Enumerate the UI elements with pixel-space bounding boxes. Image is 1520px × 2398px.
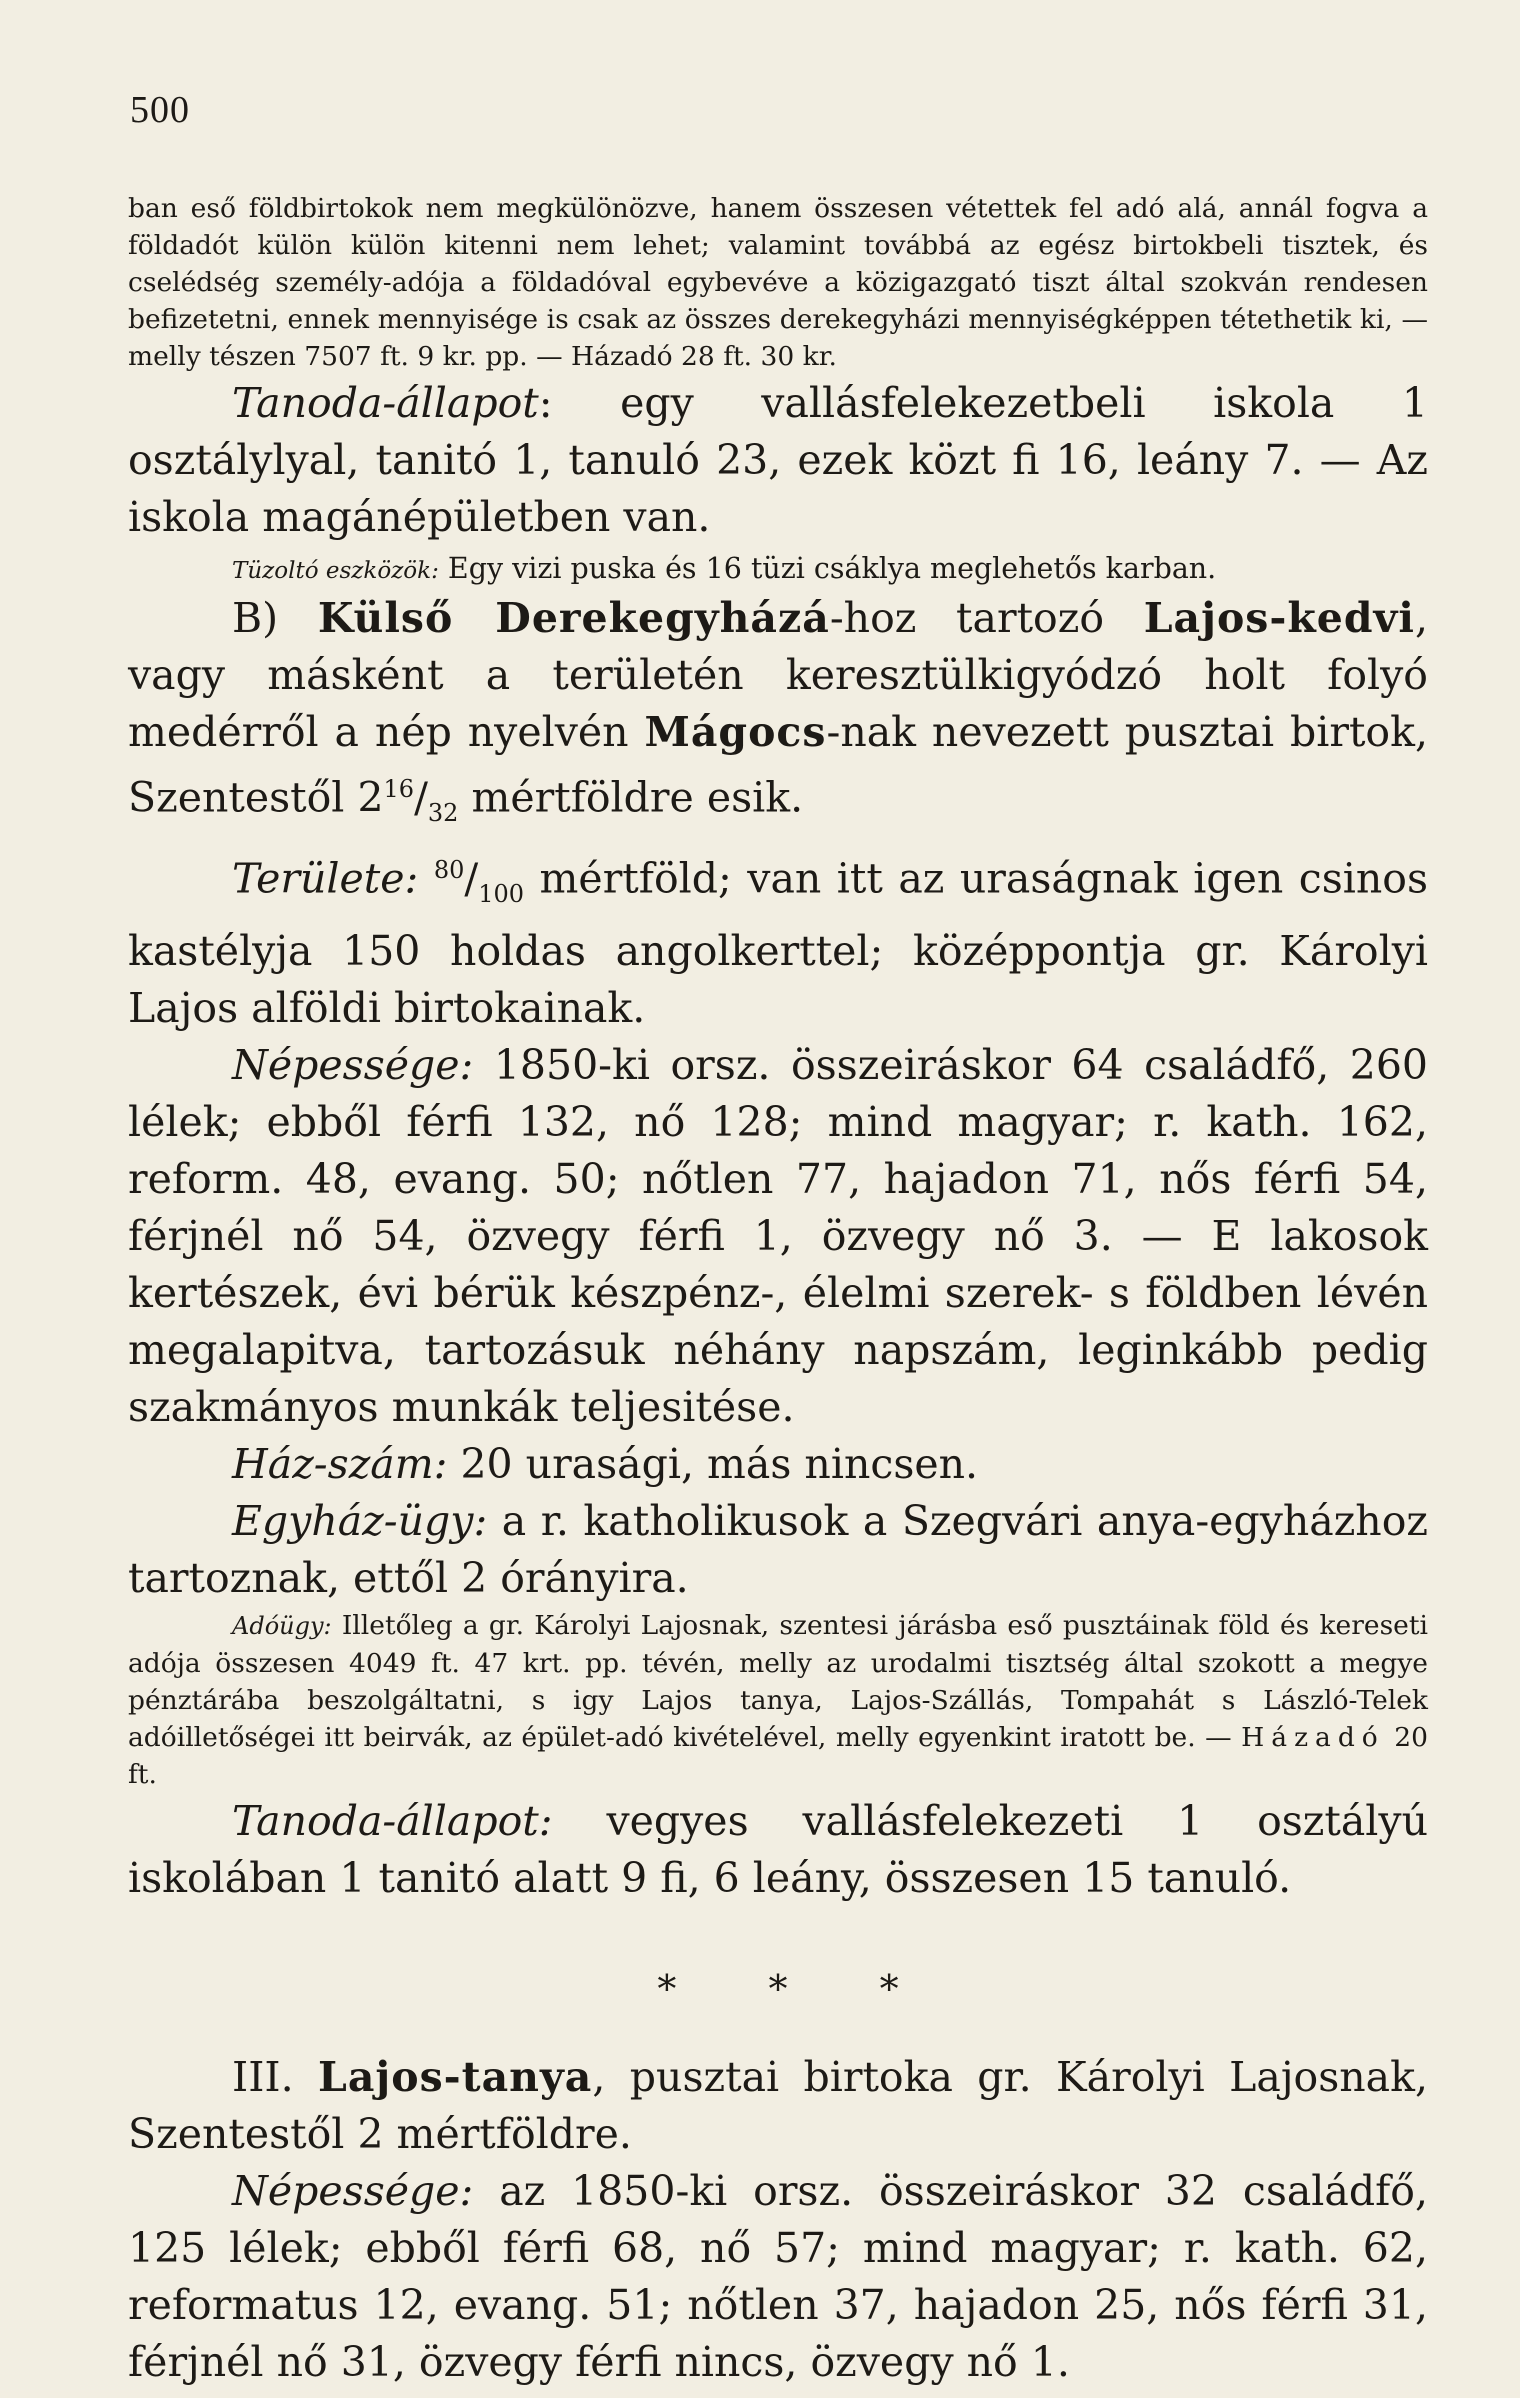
- estate-prefix: B): [232, 594, 318, 642]
- distance-fraction-denominator: 32: [427, 798, 459, 827]
- area-text: mértföld; van itt az uraságnak igen csinos kastélyja 150 holdas angolkerttel; középpontja gr. Károlyi Lajos alföldi birtokainak.: [128, 854, 1428, 1032]
- tax-affairs-text: Illetőleg a gr. Károlyi Lajosnak, szentesi járásba eső pusztáinak föld és kereseti adója összesen 4049 ft. 47 krt. pp. tévén, melly az urodalmi tisztség által szokott a megye pénztárába beszolgáltatni, s igy Lajos tanya, Lajos-Szállás, Tompahát s László-Telek adóilletőségei itt beirvák, az épület-adó kivételével, melly egyenkint iratott be. —: [128, 1609, 1428, 1753]
- tax-affairs-tail: 20 ft.: [128, 1721, 1428, 1790]
- place-name-derekegyhaza: Külső Derekegyházá: [317, 594, 830, 642]
- tax-paragraph: ban eső földbirtokok nem megkülönözve, hanem összesen vétettek fel adó alá, annál fogva a földadót külön külön kitenni nem lehet; valamint továbbá az egész birtokbeli tisztek, és cselédség személy-adója a földadóval egybevéve a közigazgató tiszt által szokván rendesen befizetetni, ennek mennyisége is csak az összes derekegyházi mennyiségképpen tétethetik ki, — melly tészen 7507 ft. 9 kr. pp. — Házadó 28 ft. 30 kr.: [128, 193, 1428, 372]
- text-column: [128, 190, 1428, 2391]
- area-label: Területe:: [232, 854, 419, 903]
- area-space: [418, 855, 434, 903]
- estate-mid: -hoz tartozó: [829, 594, 1144, 642]
- lajos-tanya-text: , pusztai birtoka gr. Károlyi Lajosnak, Szentestől 2 mértföldre.: [128, 2052, 1428, 2158]
- school-text: : egy vallásfelekezetbeli iskola 1 osztálylyal, tanitó 1, tanuló 23, ezek közt fi 16, leány 7. — Az iskola magánépületben van.: [128, 379, 1428, 541]
- school-label: Tanoda-állapot: [232, 379, 539, 427]
- section-number: III.: [232, 2052, 318, 2101]
- school-paragraph: [128, 375, 1428, 546]
- place-name-lajos-kedvi: Lajos-kedvi: [1143, 594, 1415, 642]
- estate-tail: mértföldre esik.: [458, 773, 804, 822]
- school-status-paragraph: [128, 1793, 1428, 1907]
- house-tax-label: Házadó: [1241, 1721, 1385, 1753]
- lajos-tanya-population-paragraph: [128, 2163, 1428, 2391]
- distance-fraction-numerator: 16: [383, 775, 415, 803]
- area-fraction-denominator: 100: [478, 879, 525, 908]
- house-count-paragraph: [128, 1436, 1428, 1493]
- school-status-label: Tanoda-állapot:: [232, 1796, 553, 1845]
- estate-mid2: , vagy másként a területén keresztülkigyódzó holt folyó medérről a nép nyelvén: [128, 594, 1428, 756]
- population-paragraph: [128, 1037, 1428, 1436]
- place-name-lajos-tanya: Lajos-tanya: [318, 2052, 593, 2101]
- fire-equipment-text: Egy vizi puska és 16 tüzi csáklya meglehetős karban.: [438, 552, 1217, 585]
- lajos-tanya-population-text: az 1850-ki orsz. összeiráskor 32 családfő, 125 lélek; ebből férfi 68, nő 57; mind magyar; r. kath. 62, reformatus 12, evang. 51; nőtlen 37, hajadon 25, nős férfi 31, férjnél nő 31, özvegy férfi nincs, özvegy nő 1.: [128, 2166, 1428, 2386]
- tax-affairs-paragraph: [128, 1607, 1428, 1793]
- lajos-tanya-population-label: Népessége:: [232, 2166, 474, 2215]
- house-count-text: 20 urasági, más nincsen.: [447, 1439, 979, 1488]
- church-label: Egyház-ügy:: [232, 1496, 488, 1545]
- house-count-label: Ház-szám:: [232, 1439, 448, 1488]
- section-divider-stars: * * *: [657, 1966, 939, 2011]
- school-status-text: vegyes vallásfelekezeti 1 osztályú iskolában 1 tanitó alatt 9 fi, 6 leány, összesen 15 tanuló.: [128, 1796, 1428, 1902]
- fire-equipment-paragraph: [128, 550, 1428, 590]
- estate-paragraph: B) Külső Derekegyházá-hoz tartozó Lajos-kedvi, vagy másként a területén keresztülkigyódzó holt folyó medérről a nép nyelvén Mágocs-nak nevezett pusztai birtok, Szentestől $2^{16}/_{32}$ mértföldre esik.: [128, 594, 1428, 827]
- area-paragraph: Területe: $^{80}/_{100}$ mértföld; van itt az uraságnak igen csinos kastélyja 150 holdas angolkerttel; középpontja gr. Károlyi Lajos alföldi birtokainak.: [128, 854, 1428, 1032]
- population-label: Népessége:: [232, 1040, 474, 1089]
- tax-affairs-label: Adóügy:: [232, 1611, 332, 1640]
- fire-equipment-label: Tüzoltó eszközök:: [232, 558, 439, 584]
- population-text: 1850-ki orsz. összeiráskor 64 családfő, 260 lélek; ebből férfi 132, nő 128; mind magyar; r. kath. 162, reform. 48, evang. 50; nőtlen 77, hajadon 71, nős férfi 54, férjnél nő 54, özvegy férfi 1, özvegy nő 3. — E lakosok kertészek, évi bérük készpénz-, élelmi szerek- s földben lévén megalapitva, tartozásuk néhány napszám, leginkább pedig szakmányos munkák teljesitése.: [128, 1040, 1428, 1431]
- place-name-magocs: Mágocs: [644, 708, 827, 756]
- page-number: 500: [130, 89, 190, 131]
- area-fraction-numerator: 80: [433, 855, 465, 884]
- church-paragraph: [128, 1493, 1428, 1607]
- lajos-tanya-paragraph: [128, 2049, 1428, 2163]
- estate-rest: -nak nevezett pusztai birtok, Szentestől 2: [128, 708, 1428, 822]
- church-text: a r. katholikusok a Szegvári anya-egyházhoz tartoznak, ettől 2 órányira.: [128, 1496, 1428, 1602]
